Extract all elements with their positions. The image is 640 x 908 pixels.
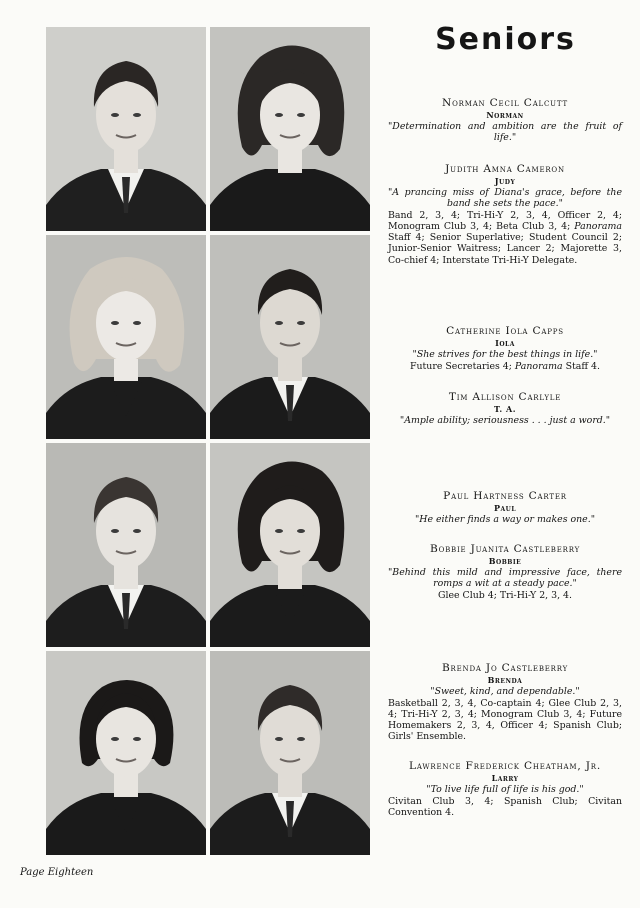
senior-name: Bobbie Juanita Castleberry (429, 543, 581, 555)
senior-entry-brenda-castleberry (388, 662, 622, 742)
senior-quote: "A prancing miss of Diana's grace, before the band she sets the pace." (388, 186, 622, 210)
page-title: Seniors (435, 22, 576, 57)
senior-entry-tim-carlyle (388, 391, 622, 427)
photo-bobbie-castleberry (210, 443, 370, 647)
senior-entry-norman-calcutt (388, 97, 622, 144)
photo-lawrence-cheatham (210, 651, 370, 855)
senior-entry-catherine-capps (388, 325, 622, 372)
senior-quote: "Determination and ambition are the fruit of life." (388, 120, 622, 144)
senior-name: Tim Allison Carlyle (448, 391, 562, 403)
senior-entry-lawrence-cheatham (388, 760, 622, 818)
senior-name: Judith Amna Cameron (445, 163, 565, 175)
senior-nickname: Larry (491, 772, 519, 783)
senior-name: Norman Cecil Calcutt (442, 97, 568, 109)
portrait-silhouette (210, 443, 370, 647)
senior-nickname: Paul (493, 502, 517, 513)
photo-paul-carter (46, 443, 206, 647)
senior-entry-paul-carter (388, 490, 622, 526)
senior-nickname: Norman (486, 109, 524, 120)
portrait-silhouette (210, 651, 370, 855)
photo-catherine-capps (46, 235, 206, 439)
senior-nickname: T. A. (494, 403, 516, 414)
senior-activities: Basketball 2, 3, 4, Co-captain 4; Glee Club 2, 3, 4; Tri-Hi-Y 2, 3, 4; Monogram Club 3, 4; Future Homemakers 2, 3, 4, Officer 4; Spanish Club; Girls' Ensemble. (388, 698, 622, 743)
senior-activities: Band 2, 3, 4; Tri-Hi-Y 2, 3, 4, Officer 2, 4; Monogram Club 3, 4; Beta Club 3, 4; Panorama Staff 4; Senior Superlative; Student Council 2; Junior-Senior Waitress; Lancer 2; Majorette 3, Co-chief 4; Interstate Tri-Hi-Y Delegate. (388, 210, 622, 266)
portrait-silhouette (46, 235, 206, 439)
portrait-silhouette (46, 651, 206, 855)
senior-nickname: Iola (495, 337, 515, 348)
photo-tim-carlyle (210, 235, 370, 439)
senior-quote: "Ample ability; seriousness . . . just a word." (399, 414, 611, 426)
senior-quote: "Behind this mild and impressive face, there romps a wit at a steady pace." (388, 566, 622, 590)
senior-nickname: Judy (494, 175, 516, 186)
senior-activities: Civitan Club 3, 4; Spanish Club; Civitan Convention 4. (388, 796, 622, 819)
photo-judith-cameron (210, 27, 370, 231)
senior-quote: "She strives for the best things in life." (412, 348, 598, 360)
senior-entry-bobbie-castleberry (388, 543, 622, 601)
senior-quote: "He either finds a way or makes one." (414, 513, 596, 525)
senior-name: Paul Hartness Carter (443, 490, 567, 502)
photo-grid (46, 27, 372, 856)
senior-activities: Future Secretaries 4; Panorama Staff 4. (410, 361, 600, 373)
senior-quote: "Sweet, kind, and dependable." (430, 685, 580, 697)
senior-quote: "To live life full of life is his god." (426, 783, 584, 795)
portrait-silhouette (46, 443, 206, 647)
portrait-silhouette (210, 27, 370, 231)
senior-name: Lawrence Frederick Cheatham, Jr. (409, 760, 601, 772)
senior-entry-judith-cameron (388, 163, 622, 266)
page-number: Page Eighteen (20, 867, 94, 878)
photo-norman-calcutt (46, 27, 206, 231)
senior-activities: Glee Club 4; Tri-Hi-Y 2, 3, 4. (437, 590, 573, 602)
portrait-silhouette (210, 235, 370, 439)
senior-nickname: Bobbie (488, 555, 522, 566)
senior-name: Catherine Iola Capps (446, 325, 564, 337)
senior-nickname: Brenda (487, 674, 523, 685)
photo-brenda-castleberry (46, 651, 206, 855)
portrait-silhouette (46, 27, 206, 231)
senior-name: Brenda Jo Castleberry (441, 662, 569, 674)
